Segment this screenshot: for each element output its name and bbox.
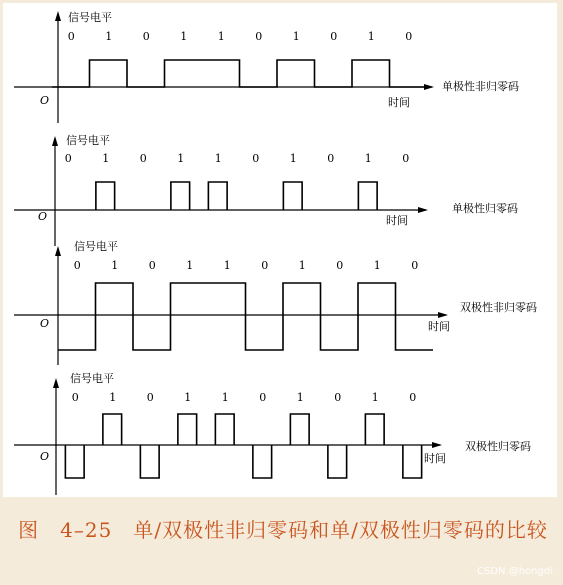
panel-bipolar-rz-bit-label: 1 xyxy=(109,391,117,404)
panel-bipolar-rz-bit-label: 1 xyxy=(296,391,304,404)
panel-bipolar-nrz-bit-label: 1 xyxy=(298,259,306,272)
panel-unipolar-nrz-x-label: 时间 xyxy=(388,96,410,109)
panel-bipolar-nrz-bit-label: 1 xyxy=(373,259,381,272)
panel-unipolar-rz-bit-label: 1 xyxy=(102,152,110,165)
panel-bipolar-rz-bit-label: 0 xyxy=(146,391,154,404)
panel-unipolar-nrz-origin-label: O xyxy=(40,94,50,107)
panel-bipolar-nrz-x-label: 时间 xyxy=(428,320,450,333)
panel-unipolar-nrz-bit-label: 1 xyxy=(180,30,188,43)
panel-unipolar-rz-bit-label: 1 xyxy=(214,152,222,165)
panel-bipolar-nrz-bit-label: 0 xyxy=(336,259,344,272)
panel-unipolar-nrz-bit-label: 0 xyxy=(255,30,263,43)
panel-bipolar-nrz-bit-label: 1 xyxy=(186,259,194,272)
panel-bipolar-nrz-bit-label: 0 xyxy=(148,259,156,272)
panel-bipolar-rz-bit-label: 1 xyxy=(371,391,379,404)
panel-unipolar-nrz-title: 单极性非归零码 xyxy=(442,80,519,93)
panel-unipolar-rz-y-label: 信号电平 xyxy=(66,134,110,147)
panel-bipolar-rz-bit-label: 0 xyxy=(71,391,79,404)
panel-bipolar-nrz-bit-label: 1 xyxy=(223,259,231,272)
panel-bipolar-rz-bit-label: 1 xyxy=(221,391,229,404)
panel-unipolar-rz-bit-label: 1 xyxy=(364,152,372,165)
panel-unipolar-rz-origin-label: O xyxy=(38,210,48,223)
panel-bipolar-rz-bit-label: 0 xyxy=(409,391,417,404)
panel-unipolar-rz-bit-label: 0 xyxy=(327,152,335,165)
panel-unipolar-nrz-bit-label: 0 xyxy=(142,30,150,43)
watermark-text: CSDN @hongdi xyxy=(477,566,553,577)
panel-bipolar-rz-bit-label: 0 xyxy=(259,391,267,404)
panel-unipolar-rz-bit-label: 1 xyxy=(177,152,185,165)
panel-unipolar-rz-bit-label: 0 xyxy=(64,152,72,165)
panel-unipolar-rz-bit-label: 1 xyxy=(289,152,297,165)
panel-bipolar-nrz-origin-label: O xyxy=(40,317,50,330)
panel-bipolar-rz-x-label: 时间 xyxy=(424,452,446,465)
panel-unipolar-nrz-bit-label: 1 xyxy=(367,30,375,43)
panel-unipolar-nrz-bit-label: 1 xyxy=(217,30,225,43)
panel-unipolar-rz-title: 单极性归零码 xyxy=(452,202,518,215)
panel-unipolar-rz-bit-label: 0 xyxy=(252,152,260,165)
panel-unipolar-nrz-bit-label: 0 xyxy=(330,30,338,43)
panel-bipolar-rz-bit-label: 1 xyxy=(184,391,192,404)
panel-bipolar-rz-origin-label: O xyxy=(40,450,50,463)
panel-bipolar-nrz-bit-label: 0 xyxy=(261,259,269,272)
figure-caption xyxy=(8,512,558,548)
panel-bipolar-rz-bit-label: 0 xyxy=(334,391,342,404)
panel-unipolar-nrz-y-label: 信号电平 xyxy=(68,11,112,24)
panel-bipolar-rz-y-label: 信号电平 xyxy=(70,372,114,385)
panel-bipolar-rz-title: 双极性归零码 xyxy=(465,440,531,453)
panel-unipolar-rz-x-label: 时间 xyxy=(386,214,408,227)
panel-unipolar-nrz-bit-label: 0 xyxy=(405,30,413,43)
panel-unipolar-nrz-bit-label: 1 xyxy=(105,30,113,43)
panel-bipolar-nrz-title: 双极性非归零码 xyxy=(460,301,537,314)
panel-bipolar-nrz-bit-label: 0 xyxy=(73,259,81,272)
panel-bipolar-nrz-bit-label: 0 xyxy=(411,259,419,272)
figure-title: 单/双极性非归零码和单/双极性归零码的比较 xyxy=(133,518,548,542)
figure-label: 图 4–25 xyxy=(18,518,113,542)
panel-bipolar-nrz-bit-label: 1 xyxy=(111,259,119,272)
panel-unipolar-rz-bit-label: 0 xyxy=(402,152,410,165)
panel-unipolar-rz-bit-label: 0 xyxy=(139,152,147,165)
panel-unipolar-nrz-bit-label: 1 xyxy=(292,30,300,43)
panel-bipolar-nrz-y-label: 信号电平 xyxy=(74,240,118,253)
panel-unipolar-nrz-bit-label: 0 xyxy=(67,30,75,43)
